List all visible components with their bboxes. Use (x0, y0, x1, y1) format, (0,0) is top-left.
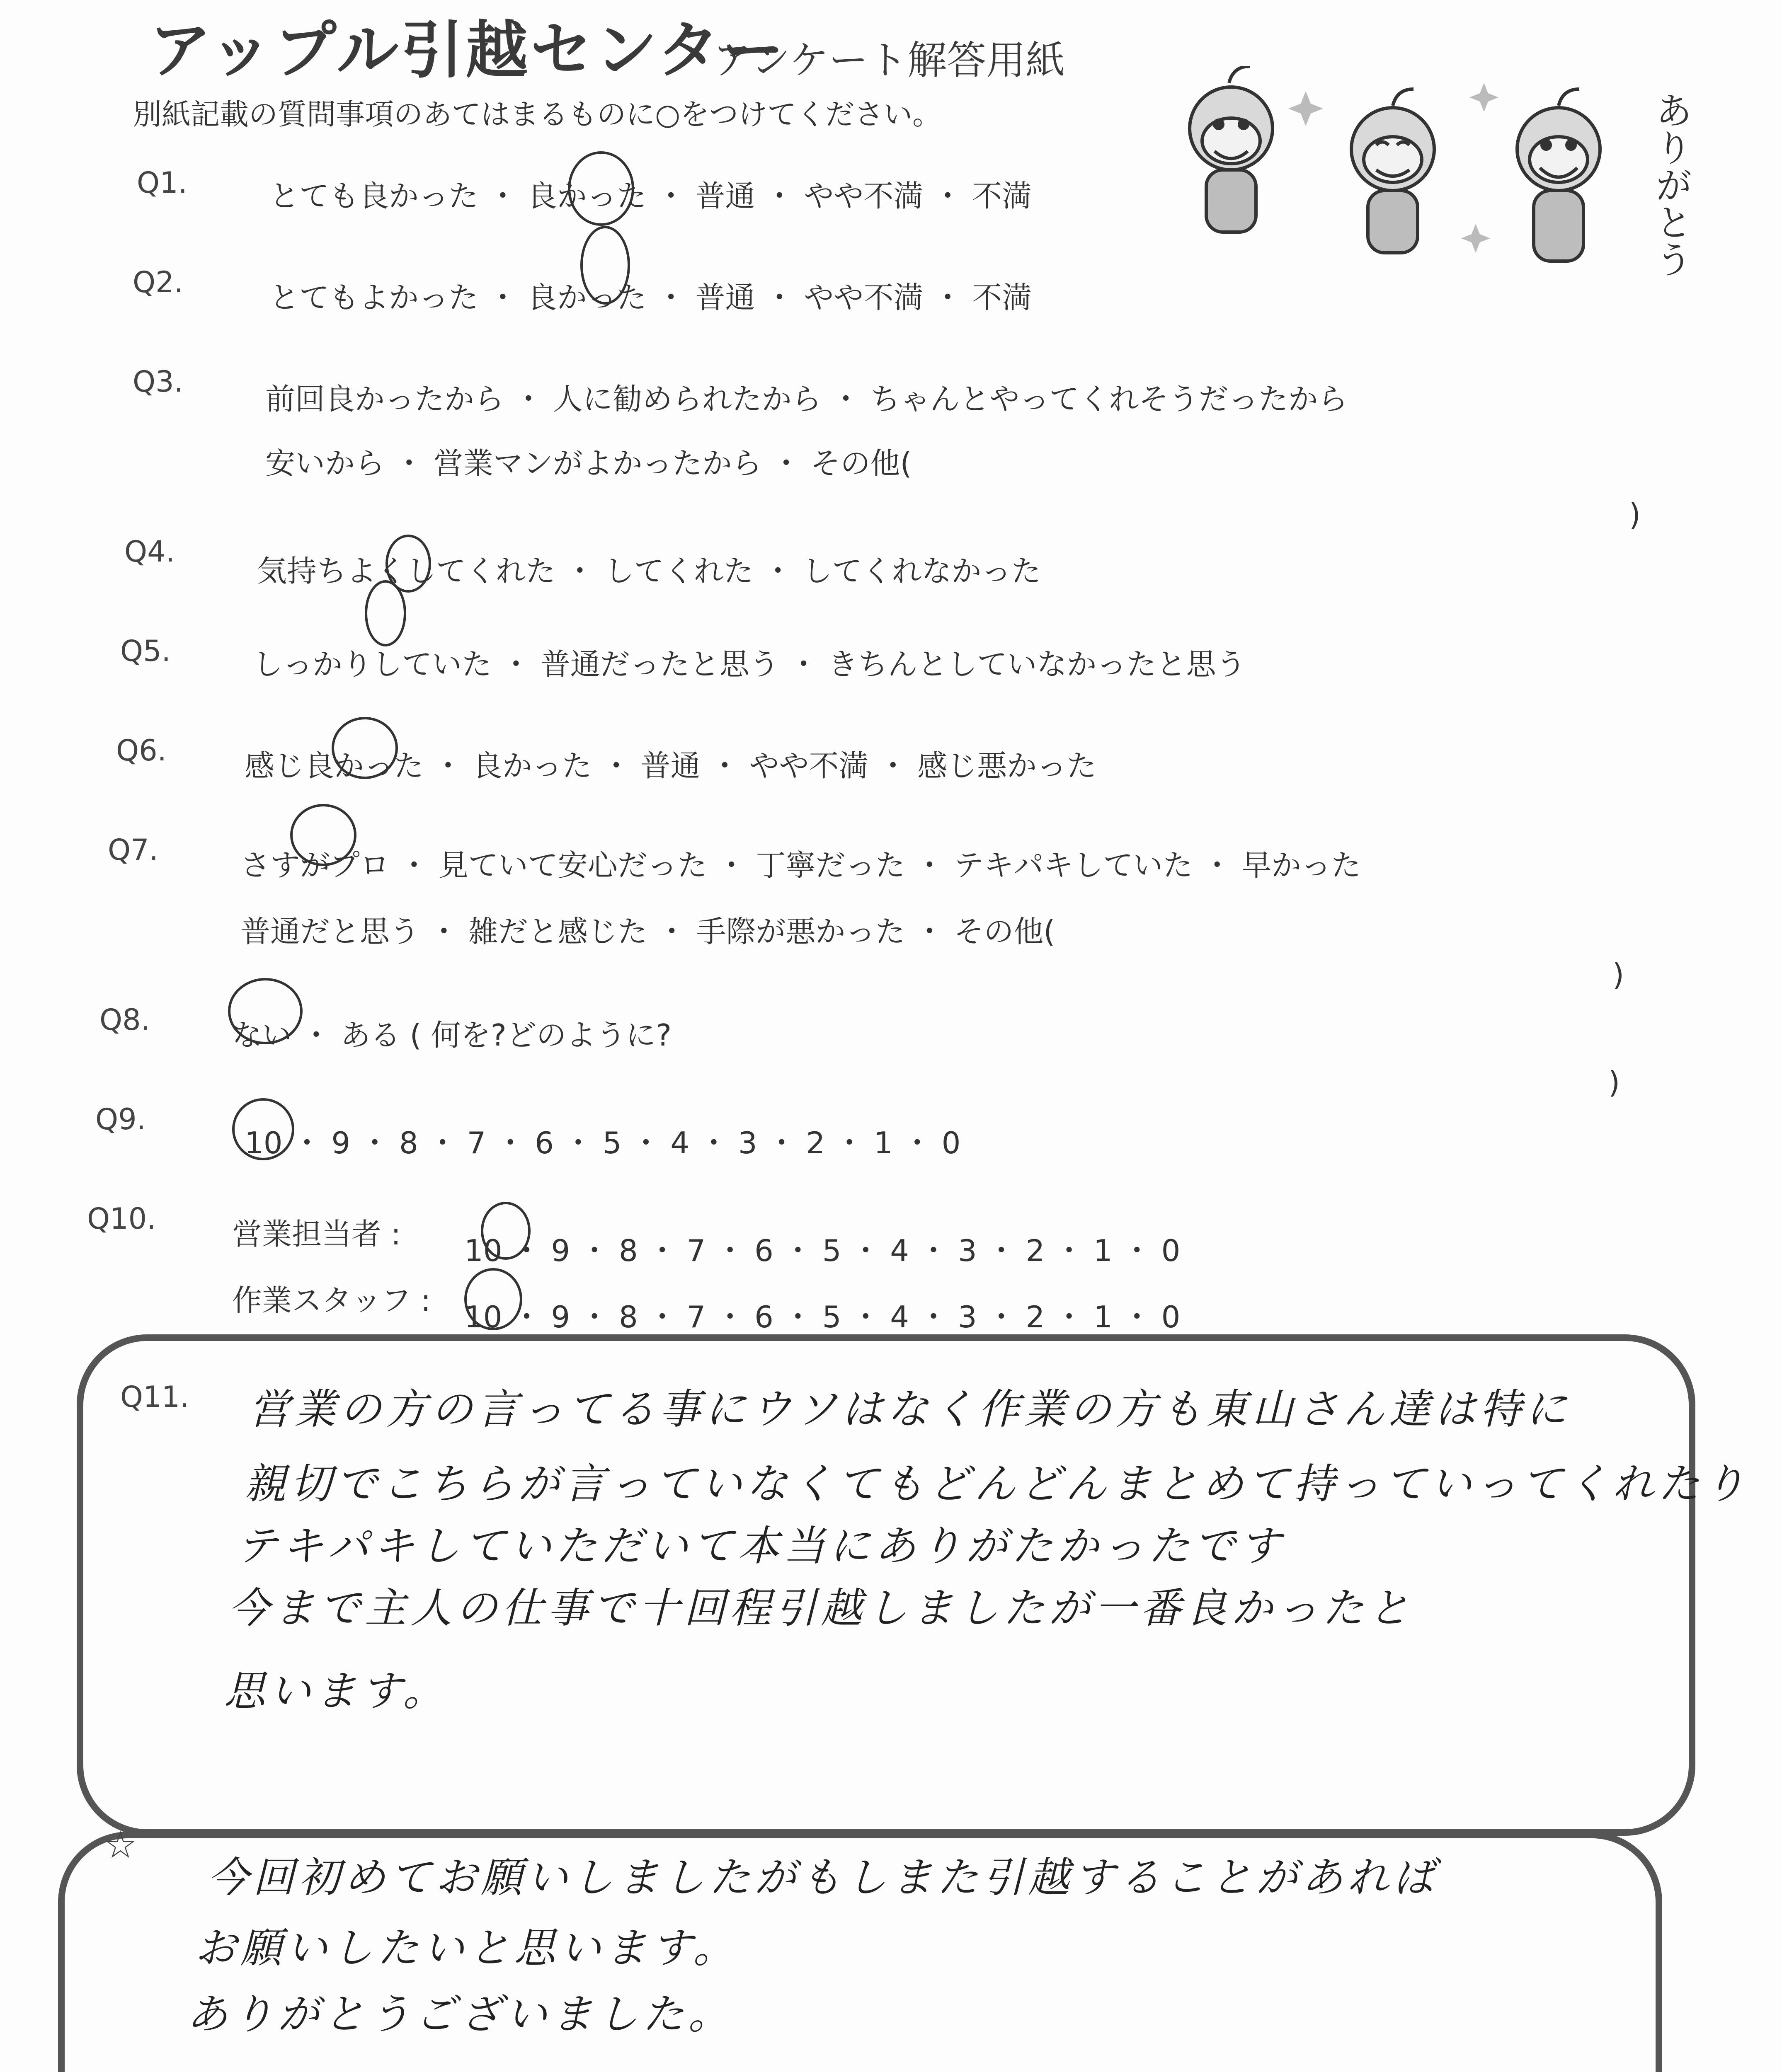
q10-sales-label: 営業担当者 : (232, 1217, 401, 1251)
q8-options[interactable]: ない ・ ある ( 何を?どのように? (232, 1018, 672, 1053)
q11-label: Q11. (120, 1380, 189, 1414)
q7-options-line2[interactable]: 普通だと思う ・ 雑だと感じた ・ 手際が悪かった ・ その他( (240, 914, 1055, 949)
sheet-subtitle: アンケート解答用紙 (713, 38, 1065, 83)
q1-options[interactable]: とても良かった ・ 良かった ・ 普通 ・ やや不満 ・ 不満 (269, 179, 1032, 213)
star-icon: ☆ (104, 1823, 137, 1867)
q8-close-paren: ) (1608, 1065, 1620, 1100)
additional-comment-line: お願いしたいと思います。 (195, 1924, 739, 1972)
q11-comment-line: 今まで主人の仕事で十回程引越しましたが一番良かったと (228, 1584, 1413, 1632)
q11-comment-line: 親切でこちらが言っていなくてもどんどんまとめて持っていってくれたり (245, 1460, 1749, 1508)
q3-options-line1[interactable]: 前回良かったから ・ 人に勧められたから ・ ちゃんとやってくれそうだったから (265, 382, 1348, 416)
q2-options[interactable]: とてもよかった ・ 良かった ・ 普通 ・ やや不満 ・ 不満 (269, 280, 1032, 315)
additional-comment-line: 今回初めてお願いしましたがもしまた引越することがあれば (207, 1853, 1438, 1902)
q3-options-line2[interactable]: 安いから ・ 営業マンがよかったから ・ その他( (265, 446, 912, 481)
q1-label: Q1. (137, 166, 187, 200)
q10-staff-selected-circle (464, 1268, 522, 1330)
q9-label: Q9. (95, 1102, 146, 1136)
q5-options[interactable]: しっかりしていた ・ 普通だったと思う ・ きちんとしていなかったと思う (253, 647, 1246, 682)
q11-comment-line: 思います。 (224, 1667, 449, 1715)
q6-label: Q6. (116, 733, 167, 767)
q7-label: Q7. (108, 833, 158, 867)
q4-label: Q4. (124, 535, 175, 569)
instruction-text: 別紙記載の質問事項のあてはまるものに○をつけてください。 (133, 97, 942, 131)
q7-close-paren: ) (1612, 957, 1624, 992)
q10-sales-options[interactable]: 10 ・ 9 ・ 8 ・ 7 ・ 6 ・ 5 ・ 4 ・ 3 ・ 2 ・ 1 ・ 0 (464, 1233, 1181, 1268)
q11-comment-line: テキパキしていただいて本当にありがたかったです (236, 1522, 1285, 1570)
q4-options[interactable]: 気持ちよくしてくれた ・ してくれた ・ してくれなかった (257, 554, 1041, 588)
monkey-mascot-illustration (1161, 66, 1720, 282)
q10-staff-label: 作業スタッフ : (232, 1283, 431, 1318)
q8-selected-circle (228, 978, 303, 1044)
q3-label: Q3. (133, 365, 183, 399)
monkey-icon (1517, 89, 1600, 261)
q8-label: Q8. (99, 1003, 150, 1037)
q9-options[interactable]: 10 ・ 9 ・ 8 ・ 7 ・ 6 ・ 5 ・ 4 ・ 3 ・ 2 ・ 1 ・ 0 (245, 1126, 961, 1160)
monkey-icon (1351, 89, 1434, 253)
q2-label: Q2. (133, 265, 183, 299)
q2-selected-circle (580, 226, 630, 305)
monkey-icon (1190, 66, 1273, 232)
q10-sales-selected-circle (481, 1202, 531, 1260)
q9-selected-circle (232, 1098, 294, 1160)
mascot-thanks-text: ありがとう (1649, 91, 1692, 278)
q6-selected-circle (332, 717, 398, 779)
q10-label: Q10. (87, 1202, 156, 1236)
q3-close-paren: ) (1629, 497, 1641, 532)
company-title: アップル引越センター (149, 15, 787, 87)
additional-comment-line: ありがとうございました。 (187, 1990, 734, 2038)
q1-selected-circle (568, 151, 634, 226)
q5-label: Q5. (120, 634, 171, 668)
q11-comment-line: 営業の方の言ってる事にウソはなく作業の方も東山さん達は特に (249, 1385, 1571, 1433)
q7-selected-circle (290, 804, 356, 866)
q10-staff-options[interactable]: 10 ・ 9 ・ 8 ・ 7 ・ 6 ・ 5 ・ 4 ・ 3 ・ 2 ・ 1 ・ 0 (464, 1300, 1181, 1334)
q6-options[interactable]: 感じ良かった ・ 良かった ・ 普通 ・ やや不満 ・ 感じ悪かった (245, 748, 1097, 783)
q7-options-line1[interactable]: さすがプロ ・ 見ていて安心だった ・ 丁寧だった ・ テキパキしていた ・ 早かった (240, 848, 1361, 883)
q5-selected-circle (365, 580, 406, 646)
